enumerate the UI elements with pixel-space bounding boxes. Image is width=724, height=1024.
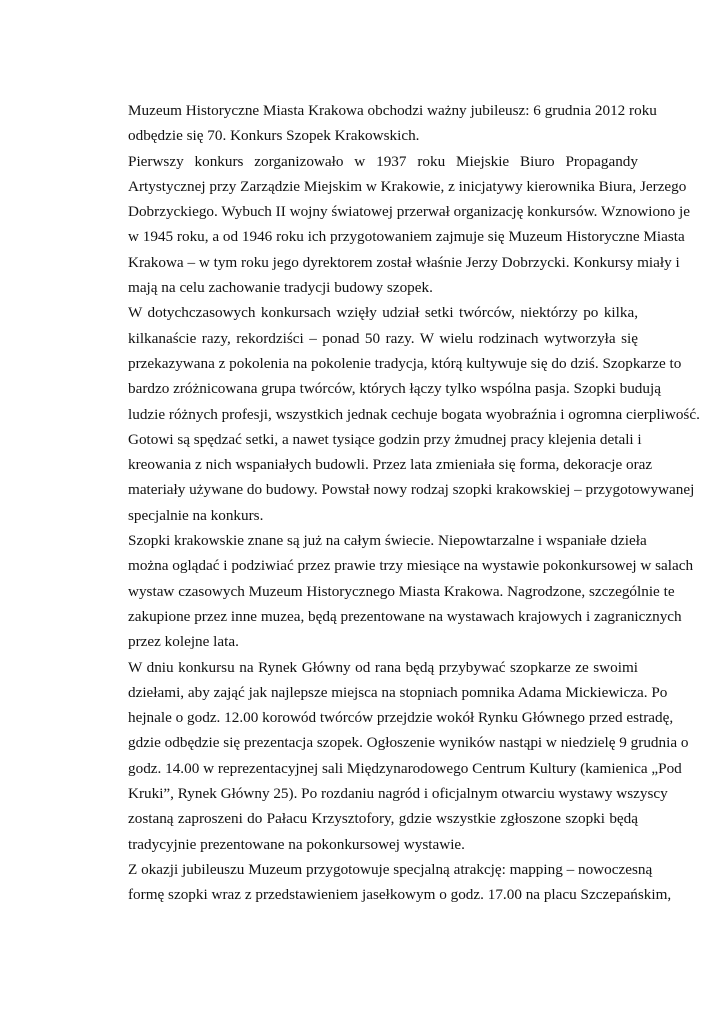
text-line: Szopki krakowskie znane są już na całym świecie. Niepowtarzalne i wspaniałe dzieła: [128, 532, 647, 550]
text-line: Dobrzyckiego. Wybuch II wojny światowej przerwał organizację konkursów. Wznowiono je: [128, 203, 690, 221]
text-line: W dniu konkursu na Rynek Główny od rana będą przybywać szopkarze ze swoimi: [128, 658, 638, 676]
text-line: dziełami, aby zająć jak najlepsze miejsca na stopniach pomnika Adama Mickiewicza. Po: [128, 683, 668, 701]
text-line: formę szopki wraz z przedstawieniem jasełkowym o godz. 17.00 na placu Szczepańskim,: [128, 886, 672, 904]
text-line: materiały używane do budowy. Powstał nowy rodzaj szopki krakowskiej – przygotowywanej: [128, 481, 695, 499]
text-line: odbędzie się 70. Konkurs Szopek Krakowskich.: [128, 127, 420, 145]
text-line: Gotowi są spędzać setki, a nawet tysiące godzin przy żmudnej pracy klejenia detali i: [128, 430, 642, 448]
paragraph-5: [88, 655, 689, 857]
paragraph-6: [88, 857, 672, 908]
text-line: ludzie różnych profesji, wszystkich jednak cechuje bogata wyobraźnia i ogromna cierpliwość.: [128, 405, 700, 423]
text-line: Artystycznej przy Zarządzie Miejskim w Krakowie, z inicjatywy kierownika Biura, Jerzego: [128, 177, 687, 195]
text-line: przez kolejne lata.: [128, 633, 239, 651]
text-line: zakupione przez inne muzea, będą prezentowane na wystawach krajowych i zagranicznych: [128, 607, 682, 625]
text-line: kilkanaście razy, rekordziści – ponad 50 razy. W wielu rodzinach wytworzyła się: [128, 329, 638, 347]
text-line: w 1945 roku, a od 1946 roku ich przygotowaniem zajmuje się Muzeum Historyczne Miasta: [128, 228, 685, 246]
text-line: hejnale o godz. 12.00 korowód twórców przejdzie wokół Rynku Głównego przed estradę,: [128, 709, 674, 727]
text-line: wystaw czasowych Muzeum Historycznego Miasta Krakowa. Nagrodzone, szczególnie te: [128, 582, 675, 600]
text-line: zostaną zaproszeni do Pałacu Krzysztofory, gdzie wszystkie zgłoszone szopki będą: [128, 810, 638, 828]
text-line: tradycyjnie prezentowane na pokonkursowej wystawie.: [128, 835, 465, 853]
text-line: W dotychczasowych konkursach wzięły udział setki twórców, niektórzy po kilka,: [128, 304, 638, 322]
paragraph-3: [88, 300, 700, 528]
text-line: przekazywana z pokolenia na pokolenie tradycja, którą kultywuje się do dziś. Szopkarze to: [128, 354, 682, 372]
text-line: można oglądać i podziwiać przez prawie trzy miesiące na wystawie pokonkursowej w salach: [128, 557, 694, 575]
text-line: Kruki”, Rynek Główny 25). Po rozdaniu nagród i oficjalnym otwarciu wystawy wszyscy: [128, 785, 668, 803]
text-line: mają na celu zachowanie tradycji budowy szopek.: [128, 279, 433, 297]
text-line: Krakowa – w tym roku jego dyrektorem został właśnie Jerzy Dobrzycki. Konkursy miały i: [128, 253, 680, 271]
paragraph-2: [88, 149, 690, 301]
text-line: gdzie odbędzie się prezentacja szopek. Ogłoszenie wyników nastąpi w niedzielę 9 grudnia o: [128, 734, 689, 752]
text-line: Z okazji jubileuszu Muzeum przygotowuje specjalną atrakcję: mapping – nowoczesną: [128, 860, 653, 878]
document-page: [88, 98, 700, 908]
text-line: godz. 14.00 w reprezentacyjnej sali Międzynarodowego Centrum Kultury (kamienica „Pod: [128, 759, 682, 777]
text-line: Muzeum Historyczne Miasta Krakowa obchodzi ważny jubileusz: 6 grudnia 2012 roku: [128, 102, 657, 119]
paragraph-4: [88, 528, 694, 654]
text-line: specjalnie na konkurs.: [128, 506, 264, 524]
paragraph-1: [88, 98, 657, 149]
text-line: bardzo zróżnicowana grupa twórców, których łączy tylko wspólna pasja. Szopki budują: [128, 380, 661, 398]
text-line: kreowania z nich wspaniałych budowli. Przez lata zmieniała się forma, dekoracje oraz: [128, 456, 653, 474]
text-line: Pierwszy konkurs zorganizowało w 1937 roku Miejskie Biuro Propagandy: [128, 152, 638, 170]
